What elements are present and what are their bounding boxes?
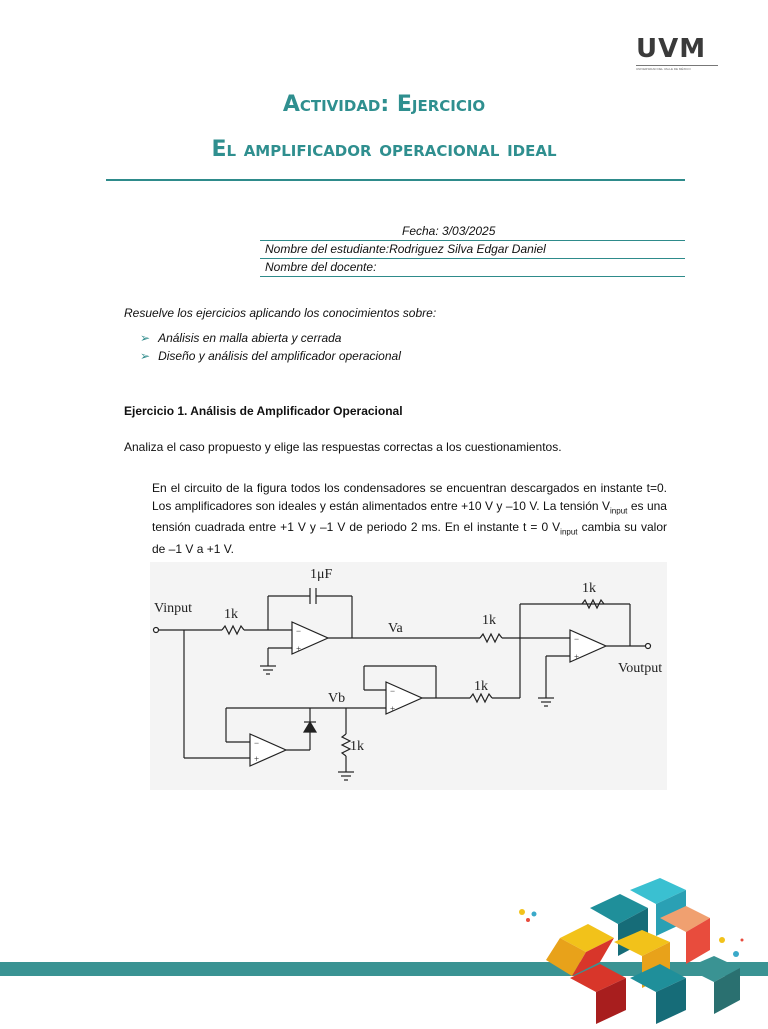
teacher-name: Nombre del docente: bbox=[265, 260, 377, 274]
label-r4: 1k bbox=[350, 739, 364, 754]
arrow-bullet-icon: ➢ bbox=[140, 331, 151, 345]
label-r5: 1k bbox=[474, 679, 488, 694]
paragraph-part: En el circuito de la figura todos los condensadores se encuentran descargados en instante t=0. Los amplificadores son ideales y están alimentados entre +10 V y –10 V. La tensión V bbox=[152, 481, 667, 513]
label-r1: 1k bbox=[224, 607, 238, 622]
exercise-heading: Ejercicio 1. Análisis de Amplificador Operacional bbox=[124, 404, 403, 418]
title-line-1: Actividad: Ejercicio bbox=[282, 92, 486, 117]
svg-text:+: + bbox=[296, 644, 302, 654]
bullet-text: Diseño y análisis del amplificador operacional bbox=[158, 349, 401, 363]
label-vb: Vb bbox=[328, 691, 346, 706]
label-capacitor: 1μF bbox=[310, 567, 333, 582]
svg-text:−: − bbox=[296, 626, 302, 636]
label-r3: 1k bbox=[582, 581, 596, 596]
subscript: input bbox=[610, 505, 628, 515]
uvm-logo bbox=[636, 36, 720, 71]
student-name: Nombre del estudiante:Rodriguez Silva Edgar Daniel bbox=[265, 242, 546, 256]
logo-text: UVM bbox=[636, 34, 707, 64]
label-r2: 1k bbox=[482, 613, 496, 628]
form-divider bbox=[260, 240, 685, 241]
svg-text:+: + bbox=[254, 754, 260, 764]
arrow-bullet-icon: ➢ bbox=[140, 349, 151, 363]
svg-text:−: − bbox=[390, 686, 396, 696]
bullet-text: Análisis en malla abierta y cerrada bbox=[158, 331, 342, 345]
instructions-intro: Resuelve los ejercicios aplicando los conocimientos sobre: bbox=[124, 306, 437, 320]
form-divider bbox=[260, 258, 685, 259]
subscript: input bbox=[560, 527, 578, 537]
title-line-2: El amplificador operacional ideal bbox=[211, 137, 557, 162]
circuit-diagram bbox=[150, 562, 667, 790]
exercise-paragraph bbox=[152, 480, 667, 559]
label-va: Va bbox=[388, 621, 403, 636]
paragraph-part: es una tensión cuadrada entre +1 V y –1 V de periodo 2 ms. En el instante t = 0 V bbox=[152, 498, 667, 535]
bullet-item bbox=[140, 349, 401, 363]
exercise-instruction: Analiza el caso propuesto y elige las respuestas correctas a los cuestionamientos. bbox=[124, 440, 562, 454]
svg-text:+: + bbox=[574, 652, 580, 662]
decorative-cubes bbox=[510, 878, 768, 1024]
bullet-item bbox=[140, 331, 341, 345]
logo-divider bbox=[636, 65, 718, 66]
fecha-text: Fecha: 3/03/2025 bbox=[402, 224, 496, 238]
title-rule bbox=[106, 179, 685, 181]
form-divider bbox=[260, 276, 685, 277]
paragraph-part: cambia su valor de –1 V a +1 V. bbox=[152, 520, 667, 557]
label-voutput: Voutput bbox=[618, 661, 663, 676]
svg-text:−: − bbox=[254, 738, 260, 748]
svg-text:+: + bbox=[390, 704, 396, 714]
svg-text:−: − bbox=[574, 634, 580, 644]
label-vinput: Vinput bbox=[154, 601, 193, 616]
logo-subtitle: UNIVERSIDAD DEL VALLE DE MÉXICO bbox=[636, 67, 691, 71]
circuit-svg bbox=[150, 562, 667, 790]
